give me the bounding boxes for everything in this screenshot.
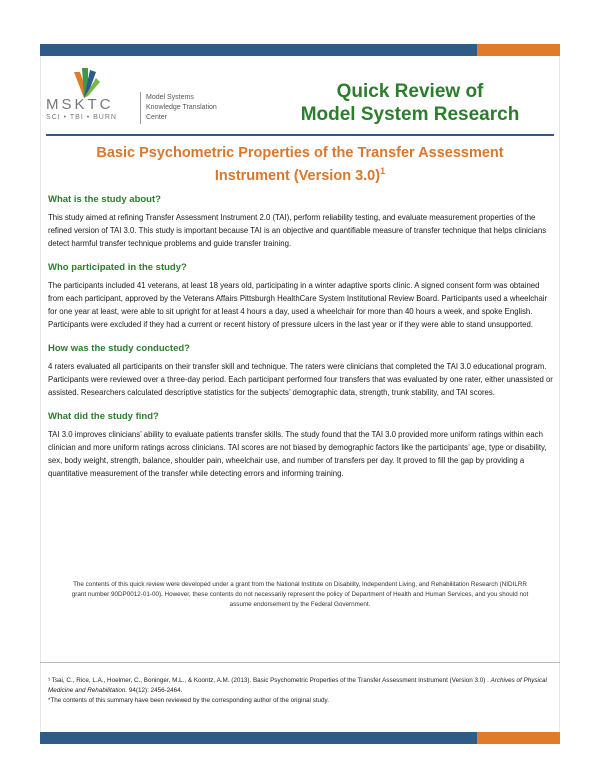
section-body-findings: TAI 3.0 improves clinicians’ ability to evaluate patients transfer skills. The study found that the TAI 3.0 provided more uniform ratings within each clinician and more uniform ratings across clinicians. TAI scores are not biased by demographic factors like the participants’ age, type or disability, sex, body weight, strength, balance, shoulder pain, wheelchair use, and number of transfers per day. It proved to fill the gap by providing a quantitative measurement of the transfer while detecting errors and informing training. (48, 430, 547, 478)
reference-journal: Archives of Physical Medicine and Rehabilitation. (48, 677, 547, 694)
study-title (48, 144, 552, 185)
review-note: *The contents of this summary have been reviewed by the corresponding author of the original study. (48, 697, 329, 704)
study-title-footnote-mark: 1 (380, 166, 386, 176)
reference-text: ¹ Tsai, C., Rice, L.A., Hoelmer, C., Boninger, M.L., & Koontz, A.M. (2013). Basic Psychometric Properties of the Transfer Assessment Instrument (Version 3.0) . (48, 677, 491, 684)
section-body-participants: The participants included 41 veterans, at least 18 years old, participating in a winter adaptive sports clinic. A signed consent form was obtained from each participant, approved by the Veterans Affairs Pittsburgh HealthCare System Institutional Review Board. Participants used a wheelchair for one year at least, were able to sit upright for at least 4 hours a day, used a wheelchair for more than 40 hours a week, and spoke English. Participants were excluded if they had a current or recent history of pressure ulcers in the last year or if they were able to stand unsupported. (48, 281, 548, 329)
grant-disclaimer: The contents of this quick review were developed under a grant from the National Institute on Disability, Independent Living, and Rehabilitation Research (NIDILRR grant number 90DP0012-01-00). However, these contents do not necessarily represent the policy of Department of Health and Human Services, and you should not assume endorsement by the Federal Government. (71, 581, 529, 608)
logo-caption-line: Center (146, 114, 168, 121)
top-color-bar (40, 44, 560, 56)
quick-review-title (270, 80, 550, 126)
section-heading-findings: What did the study find? (48, 411, 159, 422)
msktc-logo (46, 66, 226, 130)
study-title-line2 (48, 162, 552, 185)
footnotes (48, 676, 554, 706)
study-title-line2-text: Instrument (Version 3.0) (214, 167, 381, 184)
logo-caption-line: Model Systems (146, 94, 194, 101)
section-heading-participants: Who participated in the study? (48, 262, 187, 273)
section-heading-method: How was the study conducted? (48, 343, 190, 354)
quick-review-title-line2: Model System Research (300, 104, 520, 125)
section-body-about: This study aimed at refining Transfer Assessment Instrument 2.0 (TAI), perform reliability testing, and evaluate measurement properties of the refined version of TAI 3.0. This study is important because TAI is an objective and quantifiable measure of transfer technique that helps clinicians detect harmful transfer technique problems and guide transfer training. (48, 213, 547, 248)
logo-divider (140, 92, 141, 124)
logo-graphic-icon (66, 66, 102, 100)
logo-text: MSKTC (46, 96, 114, 113)
quick-review-title-line1: Quick Review of (336, 81, 484, 102)
logo-caption (146, 93, 236, 123)
reference-volume: 94(12): 2456-2464. (127, 687, 183, 694)
footnote-separator (40, 662, 560, 663)
logo-caption-line: Knowledge Translation (146, 104, 217, 111)
bottom-color-bar (40, 732, 560, 744)
study-title-line1: Basic Psychometric Properties of the Transfer Assessment (96, 145, 504, 161)
header-separator (46, 134, 554, 136)
reference-footnote (48, 676, 554, 696)
main-content (48, 194, 554, 492)
section-heading-about: What is the study about? (48, 194, 161, 205)
logo-subtext: SCI • TBI • BURN (46, 114, 117, 121)
section-body-method: 4 raters evaluated all participants on their transfer skill and technique. The raters were clinicians that completed the TAI 3.0 educational program. Participants were reviewed over a three-day period. Each participant performed four transfers that was evaluated by one rater, either unassisted or assisted. Researchers calculated descriptive statistics for the subjects’ demographic data, strength, trunk stability, and TAI scores. (48, 362, 553, 397)
